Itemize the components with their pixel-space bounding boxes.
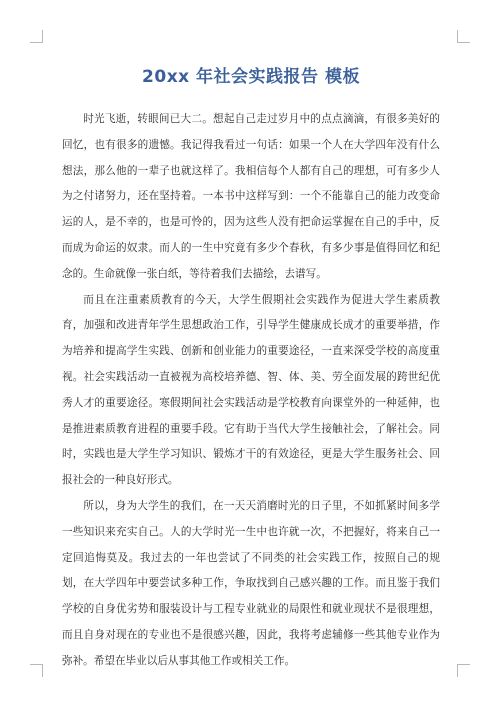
page-corner-mark-bottom-right bbox=[457, 664, 470, 677]
page-corner-mark-top-left bbox=[30, 30, 43, 43]
page-corner-mark-bottom-left bbox=[30, 664, 43, 677]
paragraph-3: 所以，身为大学生的我们，在一天天消磨时光的日子里，不如抓紧时间多学一些知识来充实自己。人的大学时光一生中也许就一次，不把握好，将来自己一定回追悔莫及。我过去的一年也尝试了不同类的社会实践工作，按照自己的规划，在大学四年中要尝试多种工作，争取找到自己感兴趣的工作。而且鉴于我们学校的自身优劣势和服装设计与工程专业就业的局限性和就业现状不是很理想，而且自身对现在的专业也不是很感兴趣，因此，我将考虑辅修一些其他专业作为弥补。希望在毕业以后从事其他工作或相关工作。 bbox=[62, 499, 440, 667]
page-corner-mark-top-right bbox=[457, 30, 470, 43]
paragraph-2: 而且在注重素质教育的今天，大学生假期社会实践作为促进大学生素质教育，加强和改进青年学生思想政治工作，引导学生健康成长成才的重要举措，作为培养和提高学生实践、创新和创业能力的重要途径，一直来深受学校的高度重视。社会实践活动一直被视为高校培养德、智、体、美、劳全面发展的跨世纪优秀人才的重要途径。寒假期间社会实践活动是学校教育向课堂外的一种延伸，也是推进素质教育进程的重要手段。它有助于当代大学生接触社会，了解社会。同时，实践也是大学生学习知识、锻炼才干的有效途径，更是大学生服务社会、回报社会的一种良好形式。 bbox=[62, 293, 440, 487]
document-title: 20xx 年社会实践报告 模板 bbox=[142, 67, 360, 87]
document-page bbox=[62, 62, 440, 675]
paragraph-1: 时光飞逝，转眼间已大二。想起自己走过岁月中的点点滴滴，有很多美好的回忆，也有很多的遗憾。我记得我看过一句话：如果一个人在大学四年没有什么想法，那么他的一辈子也就这样了。我相信每个人都有自己的理想，可有多少人为之付诸努力，还在坚持着。一本书中这样写到：一个不能靠自己的能力改变命运的人，是不幸的，也是可怜的，因为这些人没有把命运掌握在自己的手中，反而成为命运的奴隶。而人的一生中究竟有多少个春秋，有多少事是值得回忆和纪念的。生命就像一张白纸，等待着我们去描绘，去谱写。 bbox=[62, 113, 440, 280]
